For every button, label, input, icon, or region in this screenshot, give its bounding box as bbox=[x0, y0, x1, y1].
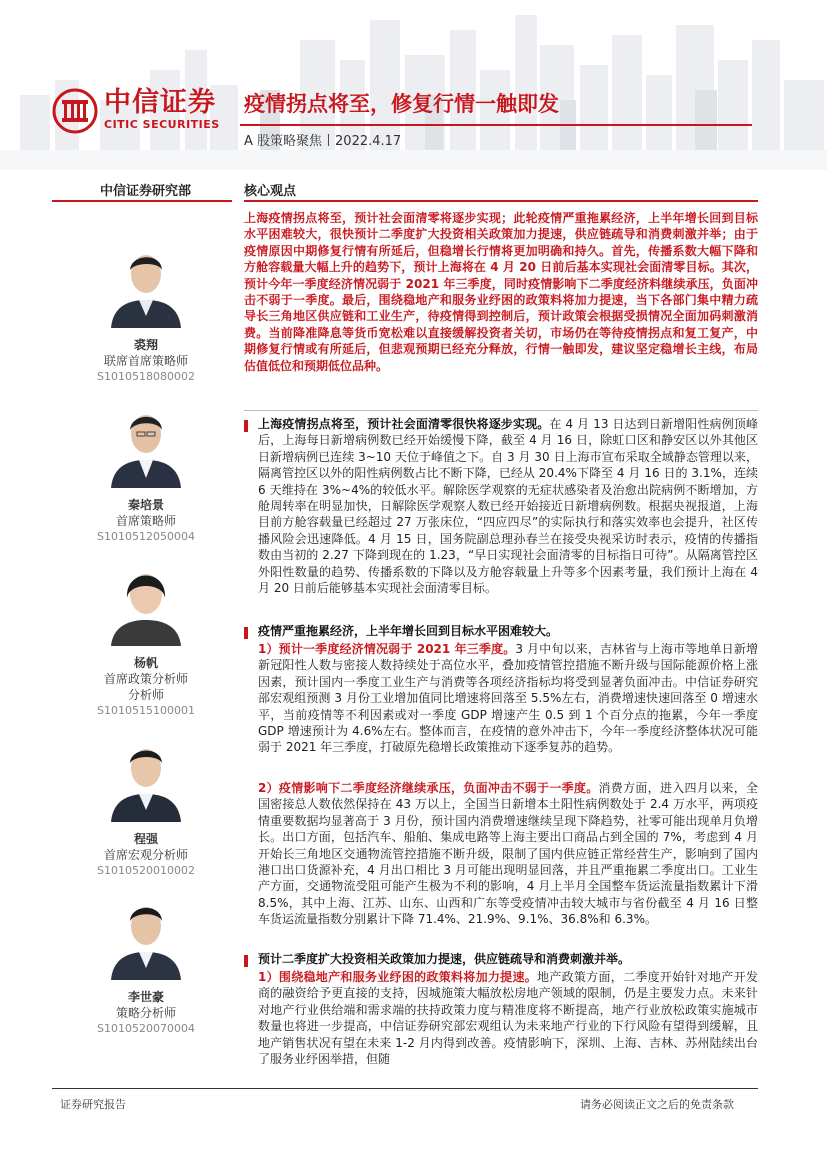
section-1-lead: 上海疫情拐点将至，预计社会面清零很快将逐步实现。 bbox=[258, 417, 550, 431]
logo-en-text: CITIC SECURITIES bbox=[104, 118, 220, 131]
section-2-point-2-heading: 2）疫情影响下二季度经济继续承压，负面冲击不弱于一季度。 bbox=[258, 781, 599, 795]
section-3-lead-block bbox=[258, 951, 758, 967]
section-2-lead-block bbox=[258, 623, 758, 639]
analyst-license: S1010515100001 bbox=[97, 704, 195, 717]
analyst-license: S1010520070004 bbox=[97, 1022, 195, 1035]
logo-cn-text: 中信证券 bbox=[104, 87, 216, 118]
analyst-photo bbox=[109, 236, 183, 328]
section-2-point-2 bbox=[258, 780, 758, 928]
analyst-title: 首席政策分析师 bbox=[103, 672, 188, 686]
analyst-license: S1010512050004 bbox=[97, 530, 195, 543]
analyst-card bbox=[56, 396, 236, 545]
section-2-point-2-body: 消费方面，进入四月以来，全国密接总人数依然保持在 43 万以上，全国当日新增本土阳性病例数处于 2.4 万水平，两项疫情重要数据均显著高于 3 月份，预计国内消费增速继续呈现下降趋势，社零可能出现单月负增长。出口方面，包括汽车、船舶、集成电路等上海主要出口商品占到全国的 7%，考虑到 4 月开始长三角地区交通物流管控措施不断升级，限制了国内供应链正常经营生产，影响到了国内港口出口货源补充，4 月出口相比 3 月可能出现明显回落，并且严重拖累二季度出口。工业生产方面，交通物流受阻可能产生极为不利的影响，4 月上半月全国整车货运流量指数累计下滑 8.5%，其中上海、江苏、山东、山西和广东等受疫情冲击较大城市与省份截至 4 月 16 日整车货运流量指数分别累计下降 71.4%、21.9%、9.1%、36.8%和 6.3%。 bbox=[258, 781, 758, 927]
analyst-title: 首席策略师 bbox=[115, 514, 176, 528]
analyst-card bbox=[56, 554, 236, 719]
analyst-title-secondary: 分析师 bbox=[127, 688, 164, 702]
analyst-title: 策略分析师 bbox=[115, 1006, 176, 1020]
analyst-photo bbox=[109, 730, 183, 822]
section-bullet bbox=[244, 420, 248, 432]
core-heading-rule bbox=[244, 200, 758, 202]
report-subtitle: A 股策略聚焦丨2022.4.17 bbox=[244, 134, 402, 149]
section-bullet bbox=[244, 627, 248, 639]
analyst-card bbox=[56, 888, 236, 1037]
research-dept-heading: 中信证券研究部 bbox=[100, 184, 192, 199]
analyst-name: 裘翔 bbox=[133, 338, 158, 352]
analyst-photo bbox=[109, 554, 183, 646]
summary-divider bbox=[244, 410, 758, 411]
section-2-lead: 疫情严重拖累经济，上半年增长回到目标水平困难较大。 bbox=[258, 624, 559, 638]
city-skyline-background bbox=[0, 0, 827, 170]
analyst-photo bbox=[109, 888, 183, 980]
analyst-name: 杨帆 bbox=[133, 656, 158, 670]
footer-divider bbox=[52, 1088, 758, 1089]
analyst-card bbox=[56, 730, 236, 879]
left-heading-rule bbox=[52, 200, 232, 202]
analyst-license: S1010520010002 bbox=[97, 864, 195, 877]
section-2-point-1-body: 3 月中旬以来，吉林省与上海市等地单日新增新冠阳性人数与密接人数持续处于高位水平，叠加疫情管控措施不断升级与国际能源价格上涨因素，预计国内一季度工业生产与消费等各项经济指标均将受到显著负面冲击。中信证券研究部宏观组预测 3 月份工业增加值同比增速将回落至 5.5%左右，消费增速快速回落至 0 增速水平，当前疫情等不利因素或对一季度 GDP 增速产生 0.5 到 1 个百分点的拖累，今年一季度 GDP 增速预计为 4.6%左右。整体而言，在疫情的意外冲击下，今年一季度经济整体状况可能弱于 2021 年三季度，打破原先稳增长政策推动下逐季复苏的趋势。 bbox=[258, 642, 758, 755]
analyst-title: 首席宏观分析师 bbox=[103, 848, 188, 862]
section-bullet bbox=[244, 955, 248, 967]
citic-logo bbox=[52, 88, 232, 134]
footer-report-type: 证券研究报告 bbox=[60, 1098, 126, 1111]
section-3-point-1-heading: 1）围绕稳地产和服务业纾困的政策料将加力提速。 bbox=[258, 970, 538, 984]
analyst-name: 李世豪 bbox=[127, 990, 164, 1004]
analyst-name: 程强 bbox=[133, 832, 158, 846]
section-1-body: 在 4 月 13 日达到日新增阳性病例顶峰后，上海每日新增病例数已经开始缓慢下降，截至 4 月 16 日，除虹口区和静安区以外其他区日新增病例已连续 3~10 天位于峰值之下。自 3 月 30 日上海市宣布采取全域静态管理以来，隔离管控区以外的阳性病例数占比不断下降，已经从 20.4%下降至 4 月 16 日的 3.1%，连续 6 天维持在 3%~4%的较低水平。解除医学观察的无症状感染者及治愈出院病例不断增加，方舱周转率在明显加快，日解除医学观察人数已经开始接近日新增病例数。根据央视报道，上海目前方舱容载量已经超过 27 万张床位，“四应四尽”的实际执行和落实效率也会提升，社区传播风险会迅速降低。4 月 15 日，国务院副总理孙春兰在接受央视采访时表示，疫情的传播指数由当初的 2.27 下降到现在的 1.23，“早日实现社会面清零的目标指日可待”。从隔离管控区外阳性数量的趋势、传播系数的下降以及方舱容载量上升等多个因素考量，我们预计上海在 4 月 20 日前后能够基本实现社会面清零目标。 bbox=[258, 417, 758, 596]
section-3-point-1 bbox=[258, 969, 758, 1067]
section-1 bbox=[258, 416, 758, 596]
section-3-lead: 预计二季度扩大投资相关政策加力提速，供应链疏导和消费刺激并举。 bbox=[258, 952, 631, 966]
section-3-point-1-body: 地产政策方面，二季度开始针对地产开发商的融资给予更直接的支持，因城施策大幅放松房地产领域的限制，仍是主要发力点。未来针对地产行业供给端和需求端的扶持政策力度与精准度将不断提高，地产行业放松政策实施城市数量也将进一步提高，中信证券研究部宏观组认为未来地产行业的下行风险有望得到缓解，且地产销售状况有望在未来 1-2 月内得到改善。疫情影响下，深圳、上海、吉林、苏州陆续出台了服务业纾困举措，但随 bbox=[258, 970, 758, 1067]
footer-disclaimer-link: 请务必阅读正文之后的免责条款 bbox=[580, 1098, 734, 1111]
section-2-point-1 bbox=[258, 641, 758, 756]
analyst-photo bbox=[109, 396, 183, 488]
analyst-title: 联席首席策略师 bbox=[103, 354, 188, 368]
analyst-card bbox=[56, 236, 236, 385]
analyst-name: 秦培景 bbox=[127, 498, 164, 512]
core-view-heading: 核心观点 bbox=[244, 184, 297, 199]
page-title: 疫情拐点将至，修复行情一触即发 bbox=[244, 92, 559, 116]
section-2-point-1-heading: 1）预计一季度经济情况弱于 2021 年三季度。 bbox=[258, 642, 516, 656]
core-summary: 上海疫情拐点将至，预计社会面清零将逐步实现；此轮疫情严重拖累经济，上半年增长回到目标水平困难较大，很快预计二季度扩大投资相关政策加力提速，供应链疏导和消费刺激并举；由于疫情原因中期修复行情有所延后，但稳增长行情将更加明确和持久。首先，传播系数大幅下降和方舱容载量大幅上升的趋势下，预计上海将在 4 月 20 日前后基本实现社会面清零目标。其次，预计今年一季度经济情况弱于 2021 年三季度，同时疫情影响下二季度经济料继续承压，负面冲击不弱于一季度。最后，围绕稳地产和服务业纾困的政策料将加力提速，当下各部门集中精力疏导长三角地区供应链和工业生产，待疫情得到控制后，预计政策会根据受损情况全面加码刺激消费。当前降准降息等货币宽松难以直接缓解投资者关切，市场仍在等待疫情拐点和复工复产，中期修复行情或有所延后，但悲观预期已经充分释放，行情一触即发，建议坚定稳增长主线，布局估值低位和预期低位品种。 bbox=[244, 211, 758, 373]
analyst-license: S1010518080002 bbox=[97, 370, 195, 383]
title-divider bbox=[240, 124, 752, 126]
citic-emblem-icon bbox=[52, 88, 98, 134]
